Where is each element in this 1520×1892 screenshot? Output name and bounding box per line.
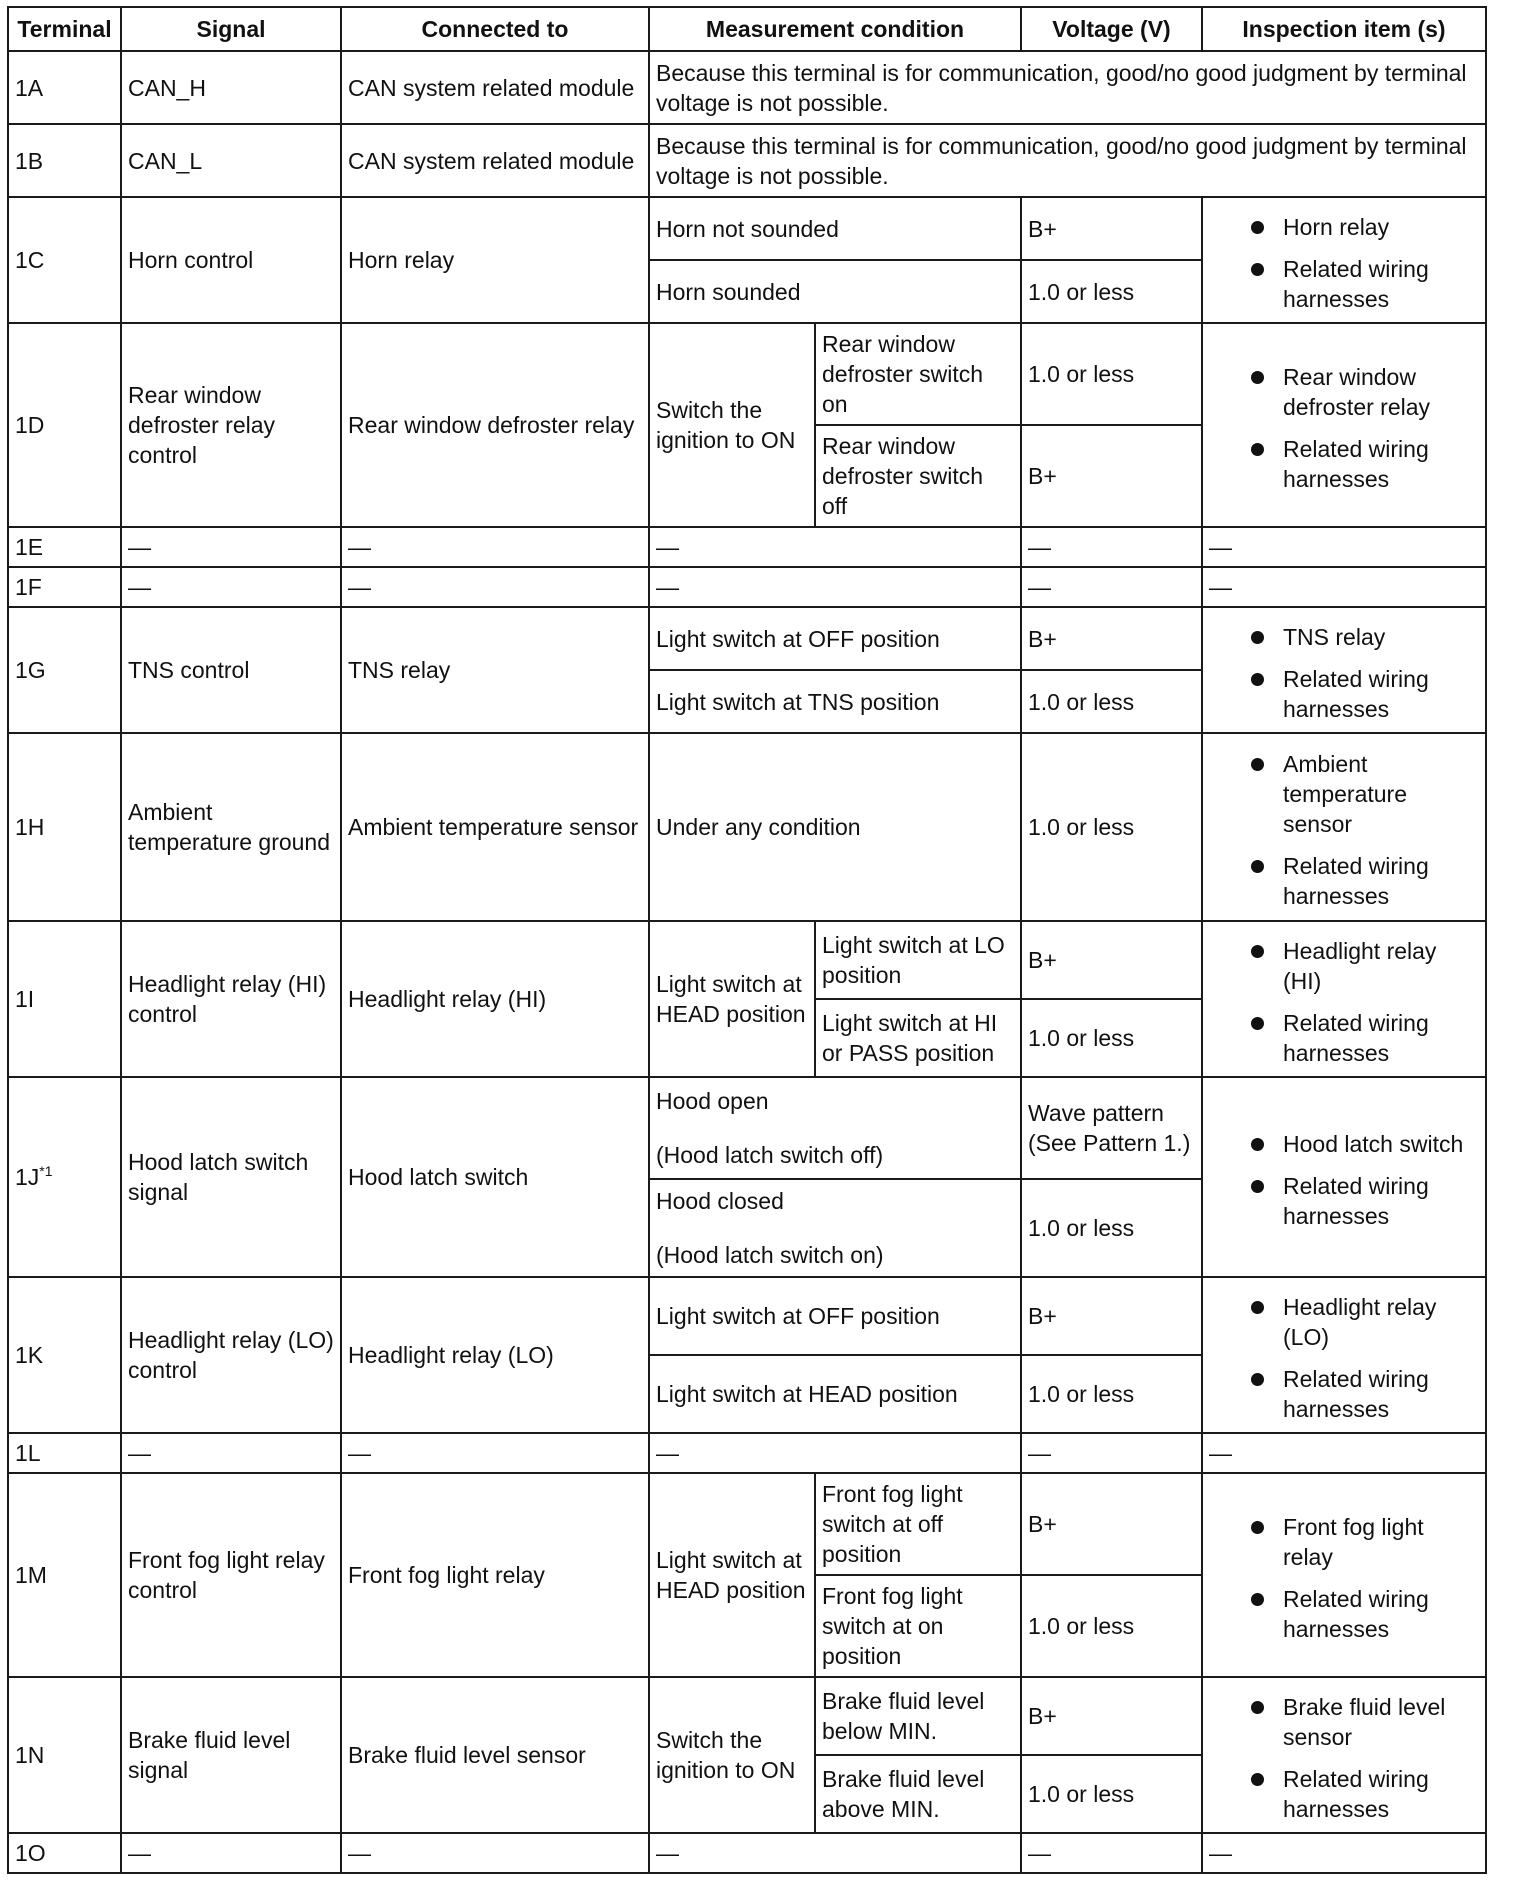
- voltage-cell: 1.0 or less: [1021, 1179, 1202, 1277]
- inspection-list: [1209, 1292, 1479, 1424]
- terminal-cell: 1G: [8, 607, 121, 733]
- condition-cell: —: [649, 1833, 1021, 1873]
- table-row: [8, 921, 1486, 999]
- inspection-cell: [1202, 197, 1486, 323]
- inspection-item: Ambient temperature sensor: [1209, 749, 1479, 839]
- condition-main-cell: Light switch at HEAD position: [649, 921, 815, 1077]
- voltage-cell: 1.0 or less: [1021, 1575, 1202, 1677]
- condition-line: Hood open: [656, 1088, 769, 1114]
- condition-cell: Light switch at TNS position: [649, 670, 1021, 733]
- voltage-cell: —: [1021, 1433, 1202, 1473]
- inspection-cell: —: [1202, 1833, 1486, 1873]
- inspection-item: Related wiring harnesses: [1209, 434, 1479, 494]
- condition-cell: Light switch at HEAD position: [649, 1355, 1021, 1433]
- table-row: [8, 527, 1486, 567]
- inspection-list: [1209, 622, 1479, 724]
- condition-line: (Hood latch switch on): [656, 1242, 884, 1268]
- condition-cell: —: [649, 527, 1021, 567]
- inspection-cell: [1202, 921, 1486, 1077]
- voltage-cell: B+: [1021, 921, 1202, 999]
- table-row: [8, 197, 1486, 260]
- header-connected-to: Connected to: [341, 7, 649, 51]
- voltage-cell: —: [1021, 567, 1202, 607]
- terminal-cell: 1O: [8, 1833, 121, 1873]
- inspection-item: Related wiring harnesses: [1209, 1008, 1479, 1068]
- inspection-item: Related wiring harnesses: [1209, 254, 1479, 314]
- voltage-cell: 1.0 or less: [1021, 323, 1202, 425]
- table-row: [8, 1277, 1486, 1355]
- condition-main-cell: Light switch at HEAD position: [649, 1473, 815, 1677]
- header-terminal: Terminal: [8, 7, 121, 51]
- header-voltage: Voltage (V): [1021, 7, 1202, 51]
- terminal-cell: 1I: [8, 921, 121, 1077]
- signal-cell: Horn control: [121, 197, 341, 323]
- table-row: [8, 1077, 1486, 1179]
- terminal-cell: 1H: [8, 733, 121, 921]
- terminal-cell: 1D: [8, 323, 121, 527]
- inspection-item: Related wiring harnesses: [1209, 1364, 1479, 1424]
- inspection-list: [1209, 212, 1479, 314]
- signal-cell: Rear window defroster relay control: [121, 323, 341, 527]
- connected-to-cell: —: [341, 1433, 649, 1473]
- inspection-list: [1209, 749, 1479, 911]
- condition-cell: Brake fluid level above MIN.: [815, 1755, 1021, 1833]
- inspection-cell: [1202, 1677, 1486, 1833]
- terminal-cell: 1L: [8, 1433, 121, 1473]
- inspection-item: Rear window defroster relay: [1209, 362, 1479, 422]
- terminal-cell: 1A: [8, 51, 121, 124]
- inspection-item: Related wiring harnesses: [1209, 664, 1479, 724]
- connected-to-cell: Horn relay: [341, 197, 649, 323]
- terminal-cell: 1M: [8, 1473, 121, 1677]
- condition-main-cell: Switch the ignition to ON: [649, 323, 815, 527]
- connected-to-cell: Rear window defroster relay: [341, 323, 649, 527]
- voltage-cell: 1.0 or less: [1021, 1355, 1202, 1433]
- connected-to-cell: Headlight relay (LO): [341, 1277, 649, 1433]
- connected-to-cell: CAN system related module: [341, 124, 649, 197]
- connected-to-cell: —: [341, 1833, 649, 1873]
- inspection-item: Related wiring harnesses: [1209, 851, 1479, 911]
- voltage-cell: —: [1021, 527, 1202, 567]
- table-row: [8, 567, 1486, 607]
- footnote-marker: *1: [39, 1163, 53, 1179]
- header-inspection-items: Inspection item (s): [1202, 7, 1486, 51]
- inspection-item: Brake fluid level sensor: [1209, 1692, 1479, 1752]
- terminal-cell: [8, 1077, 121, 1277]
- inspection-item: Front fog light relay: [1209, 1512, 1479, 1572]
- connected-to-cell: —: [341, 567, 649, 607]
- condition-cell: Horn not sounded: [649, 197, 1021, 260]
- inspection-item: TNS relay: [1209, 622, 1479, 652]
- connected-to-cell: Hood latch switch: [341, 1077, 649, 1277]
- condition-cell: Front fog light switch at on position: [815, 1575, 1021, 1677]
- inspection-cell: —: [1202, 1433, 1486, 1473]
- inspection-item: Headlight relay (LO): [1209, 1292, 1479, 1352]
- voltage-cell: B+: [1021, 1677, 1202, 1755]
- voltage-cell: B+: [1021, 607, 1202, 670]
- inspection-item: Related wiring harnesses: [1209, 1584, 1479, 1644]
- signal-cell: Ambient temperature ground: [121, 733, 341, 921]
- table-row: [8, 1433, 1486, 1473]
- voltage-cell: 1.0 or less: [1021, 670, 1202, 733]
- condition-cell: Under any condition: [649, 733, 1021, 921]
- terminal-cell: 1E: [8, 527, 121, 567]
- connected-to-cell: Headlight relay (HI): [341, 921, 649, 1077]
- header-measurement-condition: Measurement condition: [649, 7, 1021, 51]
- condition-cell: Rear window defroster switch on: [815, 323, 1021, 425]
- connected-to-cell: —: [341, 527, 649, 567]
- condition-main-cell: Switch the ignition to ON: [649, 1677, 815, 1833]
- condition-cell: Light switch at LO position: [815, 921, 1021, 999]
- signal-cell: —: [121, 1833, 341, 1873]
- connected-to-cell: TNS relay: [341, 607, 649, 733]
- condition-cell: Light switch at HI or PASS position: [815, 999, 1021, 1077]
- inspection-cell: [1202, 1277, 1486, 1433]
- inspection-cell: [1202, 1077, 1486, 1277]
- inspection-list: [1209, 1129, 1479, 1231]
- terminal-cell: 1F: [8, 567, 121, 607]
- inspection-cell: —: [1202, 527, 1486, 567]
- signal-cell: Headlight relay (HI) control: [121, 921, 341, 1077]
- condition-cell: Rear window defroster switch off: [815, 425, 1021, 527]
- signal-cell: —: [121, 567, 341, 607]
- condition-cell: —: [649, 567, 1021, 607]
- inspection-list: [1209, 936, 1479, 1068]
- table-row: [8, 607, 1486, 670]
- condition-cell: Light switch at OFF position: [649, 1277, 1021, 1355]
- terminal-cell: 1N: [8, 1677, 121, 1833]
- voltage-cell: —: [1021, 1833, 1202, 1873]
- table-row: [8, 1833, 1486, 1873]
- voltage-cell: 1.0 or less: [1021, 1755, 1202, 1833]
- voltage-cell: 1.0 or less: [1021, 260, 1202, 323]
- signal-cell: —: [121, 527, 341, 567]
- inspection-item: Horn relay: [1209, 212, 1479, 242]
- inspection-item: Headlight relay (HI): [1209, 936, 1479, 996]
- voltage-cell: B+: [1021, 425, 1202, 527]
- voltage-cell: 1.0 or less: [1021, 999, 1202, 1077]
- voltage-cell: 1.0 or less: [1021, 733, 1202, 921]
- inspection-list: [1209, 362, 1479, 494]
- table-row: [8, 733, 1486, 921]
- terminal-inspection-table: [7, 6, 1487, 1874]
- signal-cell: Hood latch switch signal: [121, 1077, 341, 1277]
- inspection-item: Hood latch switch: [1209, 1129, 1479, 1159]
- inspection-cell: [1202, 733, 1486, 921]
- condition-cell: [649, 1077, 1021, 1179]
- table-row: [8, 124, 1486, 197]
- connected-to-cell: Front fog light relay: [341, 1473, 649, 1677]
- voltage-cell: B+: [1021, 1277, 1202, 1355]
- note-cell: Because this terminal is for communication, good/no good judgment by terminal voltage is not possible.: [649, 124, 1486, 197]
- inspection-item: Related wiring harnesses: [1209, 1764, 1479, 1824]
- connected-to-cell: Ambient temperature sensor: [341, 733, 649, 921]
- header-signal: Signal: [121, 7, 341, 51]
- table-row: [8, 1473, 1486, 1575]
- condition-cell: [649, 1179, 1021, 1277]
- inspection-list: [1209, 1692, 1479, 1824]
- terminal-cell: 1B: [8, 124, 121, 197]
- note-cell: Because this terminal is for communication, good/no good judgment by terminal voltage is not possible.: [649, 51, 1486, 124]
- inspection-cell: [1202, 607, 1486, 733]
- signal-cell: —: [121, 1433, 341, 1473]
- header-row: [8, 7, 1486, 51]
- signal-cell: CAN_H: [121, 51, 341, 124]
- terminal-cell: 1K: [8, 1277, 121, 1433]
- table-row: [8, 323, 1486, 425]
- condition-cell: Front fog light switch at off position: [815, 1473, 1021, 1575]
- inspection-cell: [1202, 323, 1486, 527]
- voltage-cell: B+: [1021, 197, 1202, 260]
- voltage-cell: Wave pattern (See Pattern 1.): [1021, 1077, 1202, 1179]
- table-row: [8, 1677, 1486, 1755]
- terminal-label: 1J: [15, 1164, 40, 1190]
- inspection-cell: —: [1202, 567, 1486, 607]
- condition-cell: —: [649, 1433, 1021, 1473]
- signal-cell: CAN_L: [121, 124, 341, 197]
- condition-line: (Hood latch switch off): [656, 1142, 884, 1168]
- signal-cell: TNS control: [121, 607, 341, 733]
- condition-cell: Brake fluid level below MIN.: [815, 1677, 1021, 1755]
- signal-cell: Brake fluid level signal: [121, 1677, 341, 1833]
- inspection-cell: [1202, 1473, 1486, 1677]
- connected-to-cell: CAN system related module: [341, 51, 649, 124]
- table-row: [8, 51, 1486, 124]
- condition-cell: Light switch at OFF position: [649, 607, 1021, 670]
- terminal-cell: 1C: [8, 197, 121, 323]
- condition-cell: Horn sounded: [649, 260, 1021, 323]
- connected-to-cell: Brake fluid level sensor: [341, 1677, 649, 1833]
- inspection-list: [1209, 1512, 1479, 1644]
- signal-cell: Headlight relay (LO) control: [121, 1277, 341, 1433]
- condition-line: Hood closed: [656, 1188, 784, 1214]
- inspection-item: Related wiring harnesses: [1209, 1171, 1479, 1231]
- signal-cell: Front fog light relay control: [121, 1473, 341, 1677]
- voltage-cell: B+: [1021, 1473, 1202, 1575]
